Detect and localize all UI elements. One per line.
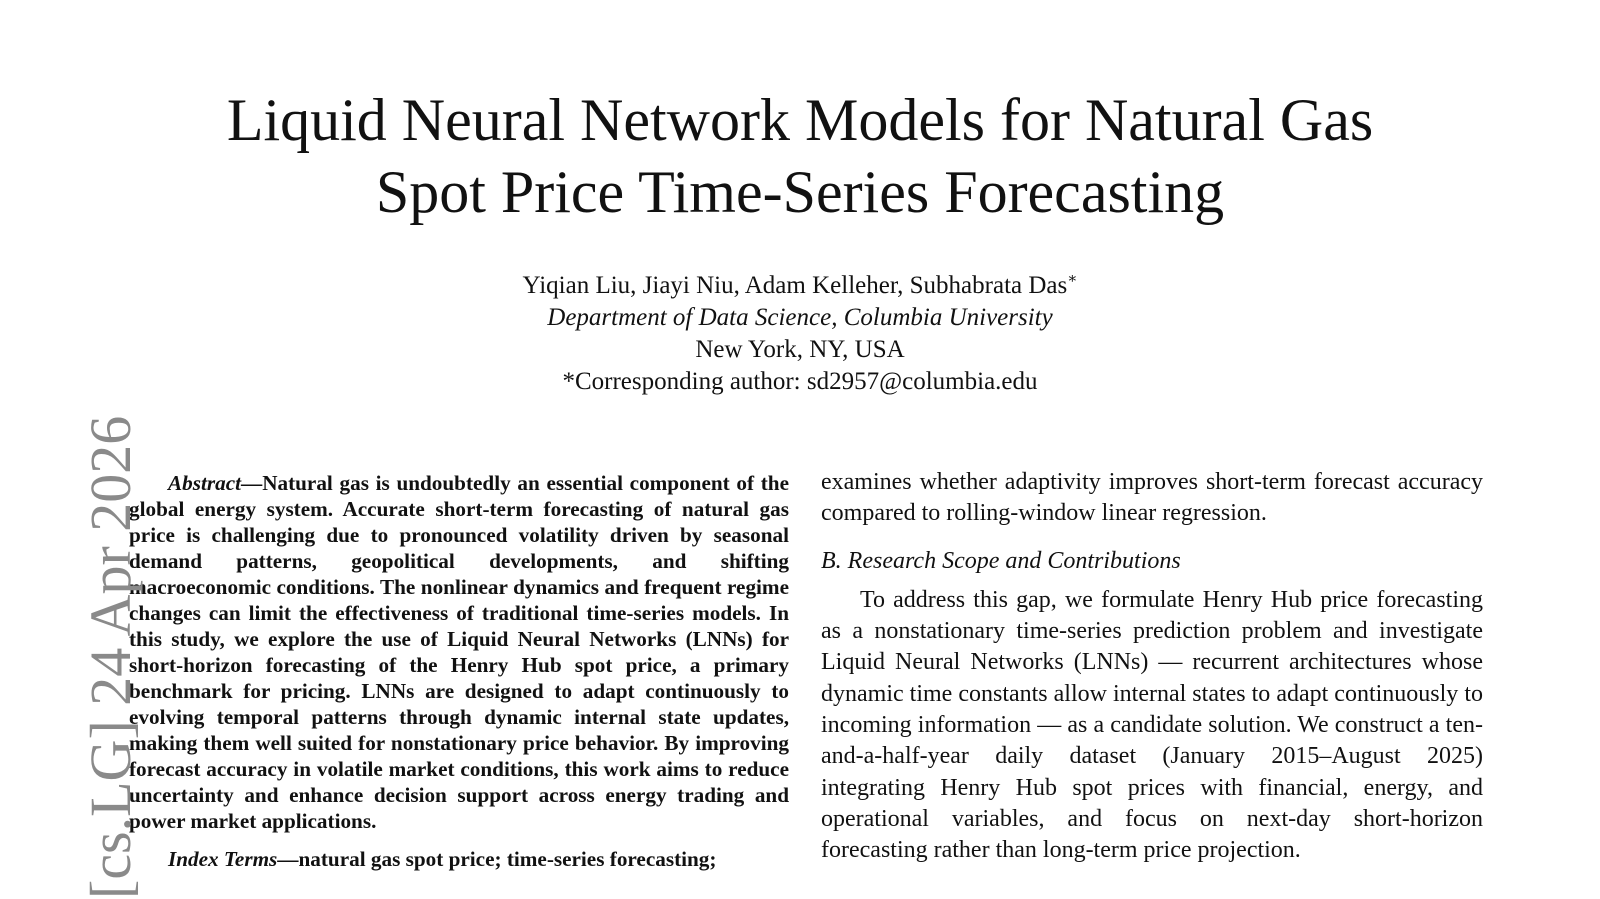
corresponding-mark: ∗ xyxy=(1067,271,1078,287)
body-paragraph: To address this gap, we formulate Henry Hub price forecasting as a nonstationary time-series prediction problem and investigate Liquid Neural Networks (LNNs) — recurrent architectures whose dynamic time constants allow internal states to adapt continuously to incoming information — as a candidate solution. We construct a ten-and-a-half-year daily dataset (January 2015–August 2025) integrating Henry Hub spot prices with financial, energy, and operational variables, and focus on next-day short-horizon forecasting rather than long-term price projection. xyxy=(821,586,1483,864)
left-column xyxy=(129,470,789,872)
author-block xyxy=(0,270,1600,398)
index-terms-label: Index Terms xyxy=(168,847,278,871)
paper-title xyxy=(0,84,1600,228)
arxiv-identifier-stamp: [cs.LG] 24 Apr 2026 xyxy=(78,415,143,899)
index-terms-text: natural gas spot price; time-series forecasting; xyxy=(298,847,717,871)
author-names-line xyxy=(0,270,1600,302)
title-line-2: Spot Price Time-Series Forecasting xyxy=(375,159,1225,225)
continuation-paragraph: examines whether adaptivity improves short-term forecast accuracy compared to rolling-window linear regression. xyxy=(821,469,1483,527)
abstract-label: Abstract xyxy=(168,471,241,495)
abstract-dash: — xyxy=(241,471,263,495)
subsection-heading: B. Research Scope and Contributions xyxy=(821,547,1181,574)
author-location: New York, NY, USA xyxy=(695,336,905,363)
right-column xyxy=(821,467,1483,867)
abstract-text: Natural gas is undoubtedly an essential component of the global energy system. Accurate short-term forecasting of natural gas price is challenging due to pronounced volatility driven by seasonal demand patterns, geopolitical developments, and shifting macroeconomic conditions. The nonlinear dynamics and frequent regime changes can limit the effectiveness of traditional time-series models. In this study, we explore the use of Liquid Neural Networks (LNNs) for short-horizon forecasting of the Henry Hub spot price, a primary benchmark for pricing. LNNs are designed to adapt continuously to evolving temporal patterns through dynamic internal state updates, making them well suited for nonstationary price behavior. By improving forecast accuracy in volatile market conditions, this work aims to reduce uncertainty and enhance decision support across energy trading and power market applications. xyxy=(129,471,789,833)
index-terms-dash: — xyxy=(277,847,299,871)
corresponding-author: *Corresponding author: sd2957@columbia.edu xyxy=(562,368,1038,395)
index-terms-paragraph xyxy=(129,846,789,872)
author-affiliation: Department of Data Science, Columbia University xyxy=(547,304,1053,331)
author-names: Yiqian Liu, Jiayi Niu, Adam Kelleher, Subhabrata Das xyxy=(522,272,1068,299)
abstract-paragraph xyxy=(129,470,789,834)
title-line-1: Liquid Neural Network Models for Natural Gas xyxy=(226,87,1374,153)
